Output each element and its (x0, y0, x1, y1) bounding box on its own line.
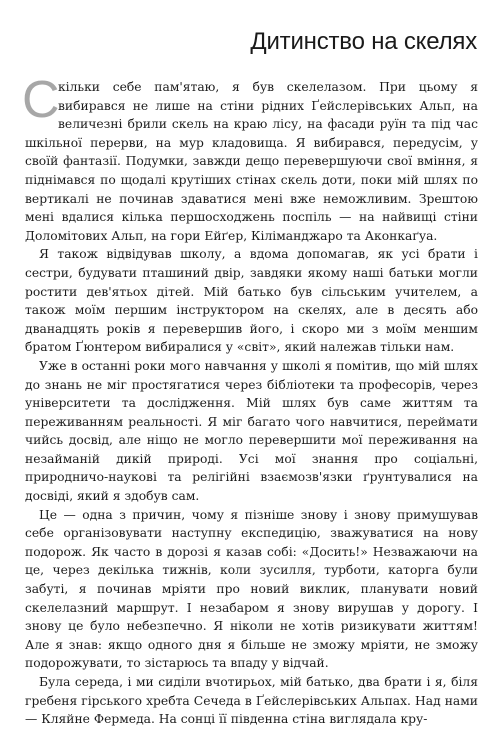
chapter-body (22, 71, 478, 729)
paragraph-1 (22, 71, 478, 245)
paragraph-5: Була середа, і ми сиділи вчотирьох, мій батько, два брати і я, біля гребеня гірського хребта Сечеда в Ґейслерівських Альпах. Над нами — Кляйне Фермеда. На сонці її південна стіна виглядала кру- (25, 675, 478, 727)
paragraph-2: Я також відвідував школу, а вдома допомагав, як усі брати і сестри, будувати пташиний двір, завдяки якому наші батьки могли ростити дев'ятьох дітей. Мій батько був сільським учителем, а також моїм першим інструктором на скелях, але в десять або дванадцять років я перевершив його, і скоро ми з моїм меншим братом Ґюнтером вибиралися у «світ», який належав тільки нам. (25, 247, 478, 355)
paragraph-3: Уже в останні роки мого навчання у школі я помітив, що мій шлях до знань не міг простягатися через бібліотеки та професорів, через університети та дослідження. Мій шлях був саме життям та переживанням реальності. Я міг багато чого навчитися, переймати чийсь досвід, але ніщо не могло перевершити мої переживання на незайманій дикій природі. Усі мої знання про соціальні, природничо-наукові та релігійні взаємозв'язки ґрунтувалися на досвіді, який я здобув сам. (25, 358, 478, 504)
drop-cap-letter: С (22, 71, 60, 129)
chapter-title: Дитинство на скелях (250, 28, 477, 55)
paragraph-1-text: кільки себе пам'ятаю, я був скелелазом. При цьому я вибирався не лише на стіни рідних Ґейслерівських Альп, на величезні брили скель на краю лісу, на фасади руїн та під час шкільної перерви, на мур кладовища. Я вибирався, передусім, у своїй фантазії. Подумки, завжди дещо перевершуючи свої вміння, я піднімався по щодалі крутіших стінах скель доти, поки мій шлях по вертикалі не починав здаватися мені вже неможливим. Зрештою мені вдалися кілька першосходжень поспіль — на найвищі стіни Доломітових Альп, на гори Ейґер, Кіліманджаро та Аконкаґуа. (25, 80, 478, 243)
paragraph-4: Це — одна з причин, чому я пізніше знову і знову примушував себе організовувати наступну експедицію, зважуватися на нову подорож. Як часто в дорозі я казав собі: «Досить!» Незважаючи на це, через декілька тижнів, коли зусилля, турботи, каторга були забуті, я починав мріяти про новий виклик, планувати новий скелелазний маршрут. І незабаром я знову вирушав у дорогу. І знову це було небезпечно. Я ніколи не хотів ризикувати життям! Але я знав: якщо одного дня я більше не зможу мріяти, не зможу подорожувати, то зістарюсь та впаду у відчай. (25, 507, 478, 671)
drop-cap (22, 71, 60, 129)
